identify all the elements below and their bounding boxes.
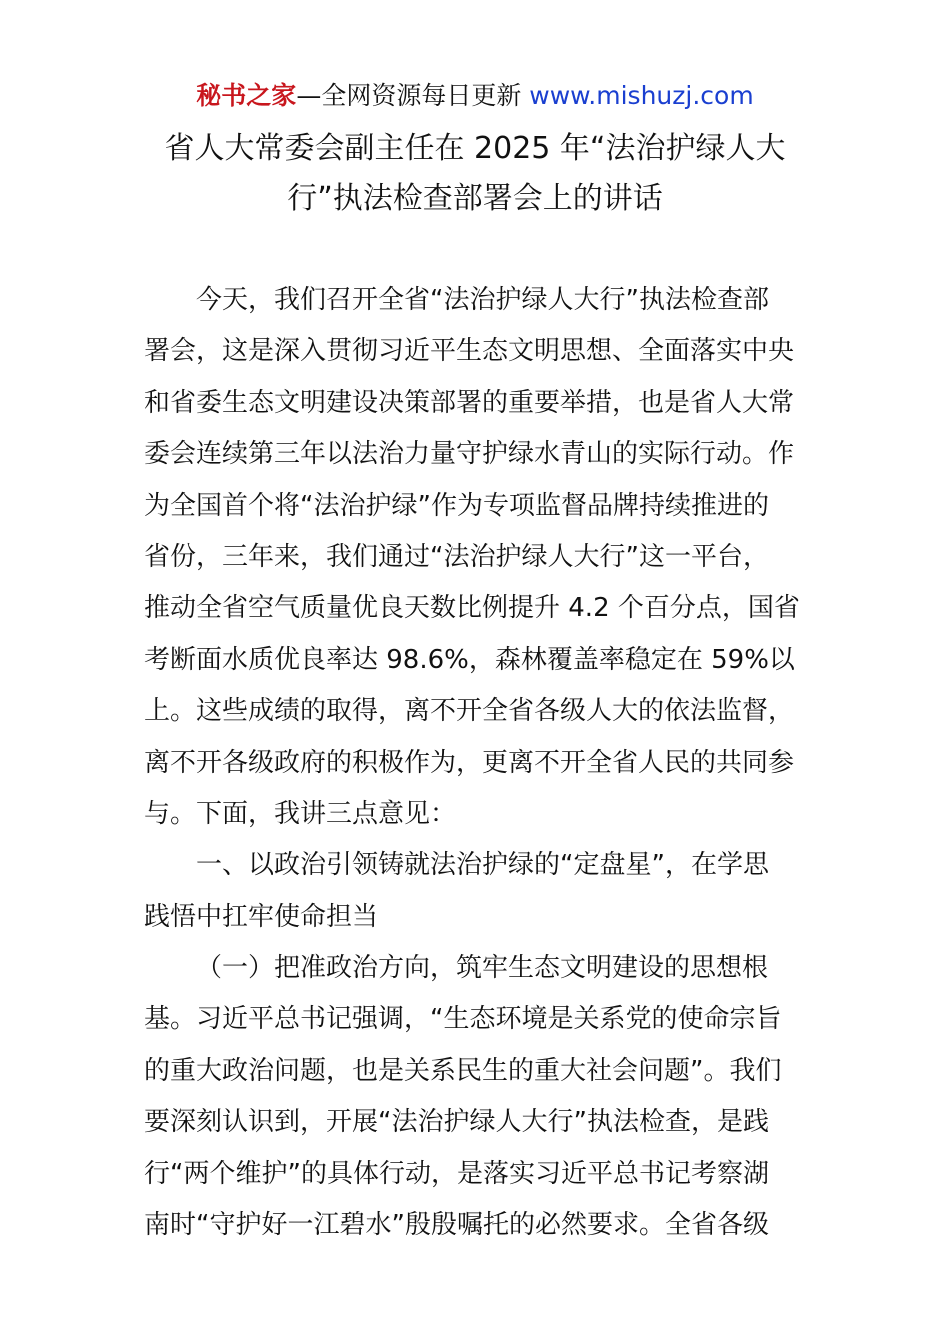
body-line: 行“两个维护”的具体行动，是落实习近平总书记考察湖 — [144, 1158, 769, 1189]
body-line: 与。下面，我讲三点意见： — [144, 798, 457, 829]
body-line: 考断面水质优良率达 98.6%，森林覆盖率稳定在 59%以 — [144, 644, 795, 675]
body-line: 为全国首个将“法治护绿”作为专项监督品牌持续推进的 — [144, 490, 769, 521]
site-tagline: —全网资源每日更新 — [296, 81, 530, 110]
body-line: 省份，三年来，我们通过“法治护绿人大行”这一平台， — [144, 541, 769, 572]
title-line-1: 省人大常委会副主任在 2025 年“法治护绿人大 — [164, 131, 786, 166]
body-line: 今天，我们召开全省“法治护绿人大行”执法检查部 — [196, 285, 769, 315]
document-body — [144, 275, 814, 1251]
body-line: 南时“守护好一江碧水”殷殷嘱托的必然要求。全省各级 — [144, 1210, 769, 1241]
body-line: 署会，这是深入贯彻习近平生态文明思想、全面落实中央 — [144, 336, 795, 367]
body-line: （一）把准政治方向，筑牢生态文明建设的思想根 — [196, 953, 769, 984]
body-line: 委会连续第三年以法治力量守护绿水青山的实际行动。作 — [144, 439, 795, 470]
site-header — [0, 78, 950, 114]
body-line: 和省委生态文明建设决策部署的重要举措，也是省人大常 — [144, 387, 795, 418]
body-line: 要深刻认识到，开展“法治护绿人大行”执法检查，是践 — [144, 1107, 769, 1138]
body-line: 离不开各级政府的积极作为，更离不开全省人民的共同参 — [144, 747, 795, 778]
body-line: 上。这些成绩的取得，离不开全省各级人大的依法监督， — [144, 696, 795, 727]
document-title — [0, 124, 950, 224]
body-line: 基。习近平总书记强调，“生态环境是关系党的使命宗旨 — [144, 1004, 782, 1035]
body-line: 的重大政治问题，也是关系民生的重大社会问题”。我们 — [144, 1055, 782, 1086]
title-line-2: 行”执法检查部署会上的讲话 — [287, 181, 663, 216]
site-url[interactable]: www.mishuzj.com — [529, 81, 754, 110]
section-heading-line: 一、以政治引领铸就法治护绿的“定盘星”，在学思 — [196, 850, 769, 881]
section-heading-line: 践悟中扛牢使命担当 — [144, 901, 379, 932]
body-line: 推动全省空气质量优良天数比例提升 4.2 个百分点，国省 — [144, 593, 800, 624]
brand-name: 秘书之家 — [196, 81, 297, 110]
